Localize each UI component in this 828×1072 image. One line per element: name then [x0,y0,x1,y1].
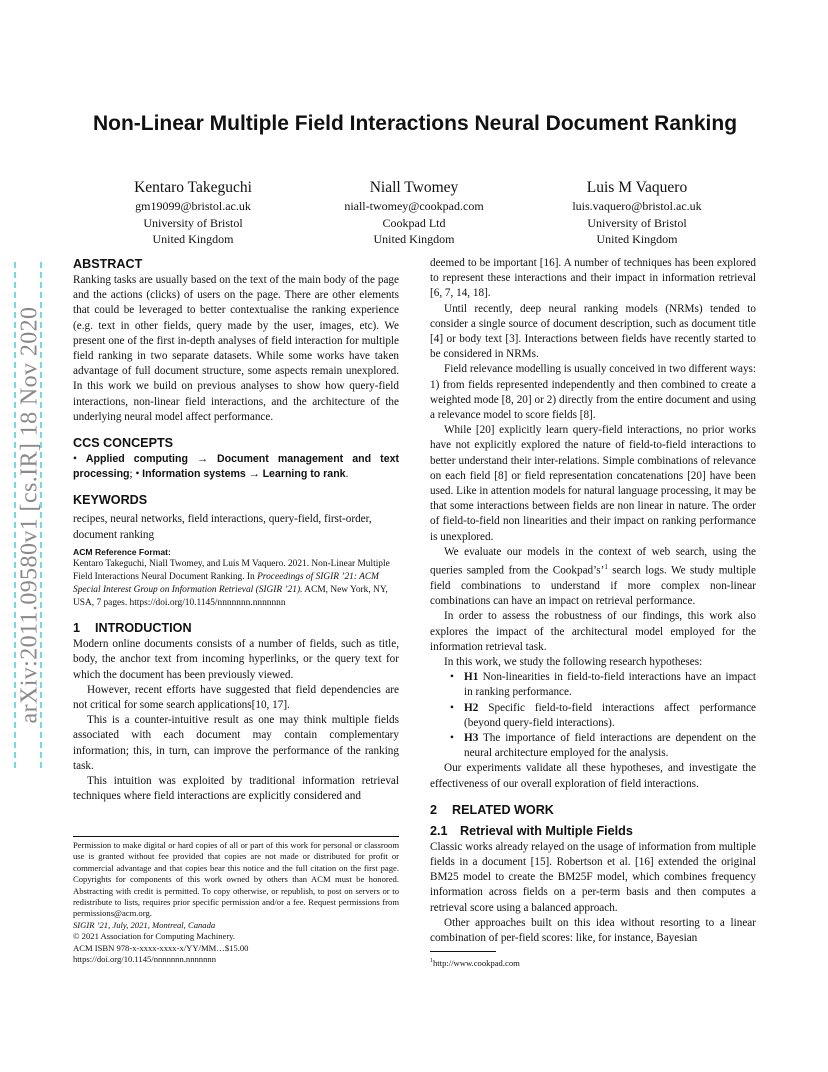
hypothesis-text: Specific field-to-field interactions affect performance (beyond query-field interactions). [464,701,756,729]
author-block-1 [78,178,308,248]
arxiv-stamp [14,262,46,768]
footnote-marker: 1 [604,563,608,572]
acm-ref-heading: ACM Reference Format: [73,546,171,557]
right-paragraph-5a: We evaluate our models in the context of web search, using the queries sampled from the Cookpad’s’ [430,545,756,577]
hypothesis-text: Non-linearities in field-to-field interactions have an impact in ranking performance. [464,671,756,699]
keywords-heading: KEYWORDS [73,493,148,508]
hypothesis-label: H1 [464,671,479,684]
intro-paragraph-2: However, recent efforts have suggested that field dependencies are not critical for some search applications[10, 17]. [73,683,399,712]
author-country: United Kingdom [373,232,455,246]
ccs-item1-bold: Applied computing [85,453,188,466]
isbn-line: ACM ISBN 978-x-xxxx-xxxx-x/YY/MM…$15.00 [73,942,249,953]
permission-block [73,836,399,965]
author-name: Niall Twomey [369,179,459,196]
intro-paragraph-3: This is a counter-intuitive result as one may think multiple fields associated with each document may contain complementary information; this, in turn, can improve the performance of the ranking task. [73,714,399,772]
ccs-heading: CCS CONCEPTS [73,436,174,451]
right-paragraph-1: deemed to be important [16]. A number of techniques has been explored to represent these interactions and their impact in information retrieval [6, 7, 14, 18]. [430,257,756,300]
subsection-number: 2.1 [430,823,448,838]
right-paragraph-8: Our experiments validate all these hypotheses, and investigate the effectiveness of our overall exploration of field interactions. [430,762,756,790]
author-name: Kentaro Takeguchi [134,179,252,196]
ccs-item1-rest: Document management and text processing [73,453,400,481]
paper-title: Non-Linear Multiple Field Interactions Neural Document Ranking [92,112,738,135]
section-intro-heading [73,620,399,637]
footnote [430,956,756,969]
footnote-text: http://www.cookpad.com [433,958,520,969]
author-block-2 [299,178,529,248]
right-column [430,256,756,970]
intro-paragraph-1: Modern online documents consists of a number of fields, such as title, body, the anchor text from incoming hyperlinks, or the query text for which the document has been previously viewed. [73,638,399,681]
ccs-arrow: → [196,453,209,466]
subsection-title: Retrieval with Multiple Fields [460,823,633,838]
section-title: RELATED WORK [452,802,554,817]
section-related-heading [430,802,756,819]
permission-text: Permission to make digital or hard copies of all or part of this work for personal or classroom use is granted without fee provided that copies are not made or distributed for profit or commercial advantage and that copies bear this notice and the full citation on the first page. Copyrights for components of this work owned by others than ACM must be honored. Abstracting with credit is permitted. To copy otherwise, or republish, to post on servers or to redistribute to lists, requires prior specific permission and/or a fee. Request permissions from permissions@acm.org. [73,840,399,919]
right-paragraph-5b: search logs. We study multiple field combinations to understand if more complex non-linear combinations can have an impact on retrieval performance. [430,564,756,608]
author-email: luis.vaquero@bristol.ac.uk [572,199,702,213]
section-number: 2 [430,802,438,817]
ccs-item2-rest: Learning to rank [262,468,346,481]
author-affiliation: Cookpad Ltd [382,215,446,230]
ccs-arrow: → [248,468,260,481]
ccs-bullet: • [73,453,77,466]
right-paragraph-5 [430,545,756,610]
hypothesis-3 [450,731,756,761]
author-name: Luis M Vaquero [586,179,688,196]
hypotheses-list [450,670,756,761]
acm-ref-tail: ACM, New York, NY, USA, 7 pages. https://doi.org/10.1145/nnnnnnn.nnnnnnn [73,585,388,609]
hypothesis-1 [450,670,756,700]
ccs-bullet: • [135,468,140,481]
ccs-item2-bold: Information systems [142,468,246,481]
right-paragraph-7: In this work, we study the following research hypotheses: [444,656,703,669]
author-email: gm19099@bristol.ac.uk [135,199,251,213]
conference-info: SIGIR ’21, July, 2021, Montreal, Canada [73,919,216,930]
abstract-text: Ranking tasks are usually based on the text of the main body of the page and the actions (clicks) of users on the page. There are other elements that could be leveraged to better contextualise the ranking experience (e.g. text in other fields, query made by the user, images, etc). We present one of the first in-depth analyses of field interaction for multiple field ranking in two separate datasets. While some works have taken advantage of full document structure, some aspects remain unexplored. In this work we build on previous analyses to show how query-field interactions, non-linear field interactions, and the architecture of the underlying neural model affect performance. [73,274,399,423]
keywords-text: recipes, neural networks, field interactions, query-field, first-order, document ranking [73,513,372,541]
right-paragraph-3: Field relevance modelling is usually conceived in two different ways: 1) from fields represented independently and then combined to create a weighted mode [8, 20] or 2) directly from the entire document and using a relevance model to score fields [8]. [430,363,756,422]
ccs-concepts [73,452,399,482]
right-paragraph-2: Until recently, deep neural ranking models (NRMs) tended to consider a single source of document description, such as document title [4] or body text [3]. Interactions between fields have recently started to be considered in NRMs. [430,302,756,361]
section-number: 1 [73,621,81,636]
footnote-rule [430,951,496,952]
author-email: niall-twomey@cookpad.com [344,199,484,213]
hypothesis-label: H3 [464,732,479,745]
subsection-heading [430,823,756,840]
right-paragraph-9: Classic works already relayed on the usage of information from multiple fields in a document [15]. Robertson et al. [16] extended the original BM25 model to create the BM25F model, which combines frequency information across fields on a per-term basis and then computes a retrieval score using a balanced approach. [430,840,756,914]
abstract-heading: ABSTRACT [73,257,143,271]
right-paragraph-6: In order to assess the robustness of our findings, this work also explores the impact of the architectural model employed for the information retrieval task. [430,610,756,653]
right-paragraph-10: Other approaches built on this idea without resorting to a linear combination of per-field scores: like, for instance, Bayesian [430,916,756,945]
hypothesis-2 [450,701,756,731]
ccs-sep: ; [129,468,133,481]
acm-ref-text [73,558,399,610]
section-title: INTRODUCTION [95,621,192,636]
footnote-number: 1 [430,958,433,965]
copyright-line: © 2021 Association for Computing Machinery. [73,931,236,942]
right-paragraph-4: While [20] explicitly learn query-field interactions, no prior works have not explicitly explored the nature of field-to-field interactions to better understand their inter-relations. Simple combinations of relevance on each field [8] or field representation concatenations [20] have been used. Like in attention models for natural language processing, it may be that some interactions between fields are non linear in nature. The order of field-to-field non linearities and their impact on ranking performance is unexplored. [430,424,756,543]
hypothesis-text: The importance of field interactions are dependent on the neural architecture employed for the analysis. [464,732,756,760]
intro-paragraph-4: This intuition was exploited by traditional information retrieval techniques where field interactions are explicitly considered and [73,775,399,803]
acm-ref-venue: Proceedings of SIGIR ’21: ACM Special Interest Group on Information Retrieval (SIGIR ’21). [73,572,379,596]
left-column [73,256,399,804]
acm-ref-authors: Kentaro Takeguchi, Niall Twomey, and Luis M Vaquero. 2021. Non-Linear Multiple Field Interactions Neural Document Ranking. In [73,559,390,583]
ccs-end: . [345,468,349,481]
author-block-3 [522,178,752,248]
doi-line: https://doi.org/10.1145/nnnnnnn.nnnnnnn [73,954,216,965]
author-country: United Kingdom [596,232,678,246]
author-affiliation: University of Bristol [587,215,687,230]
arxiv-stamp-text: arXiv:2011.09580v1 [cs.IR] 18 Nov 2020 [16,306,43,724]
author-affiliation: University of Bristol [143,215,243,230]
author-country: United Kingdom [152,232,234,246]
hypothesis-label: H2 [464,701,479,714]
